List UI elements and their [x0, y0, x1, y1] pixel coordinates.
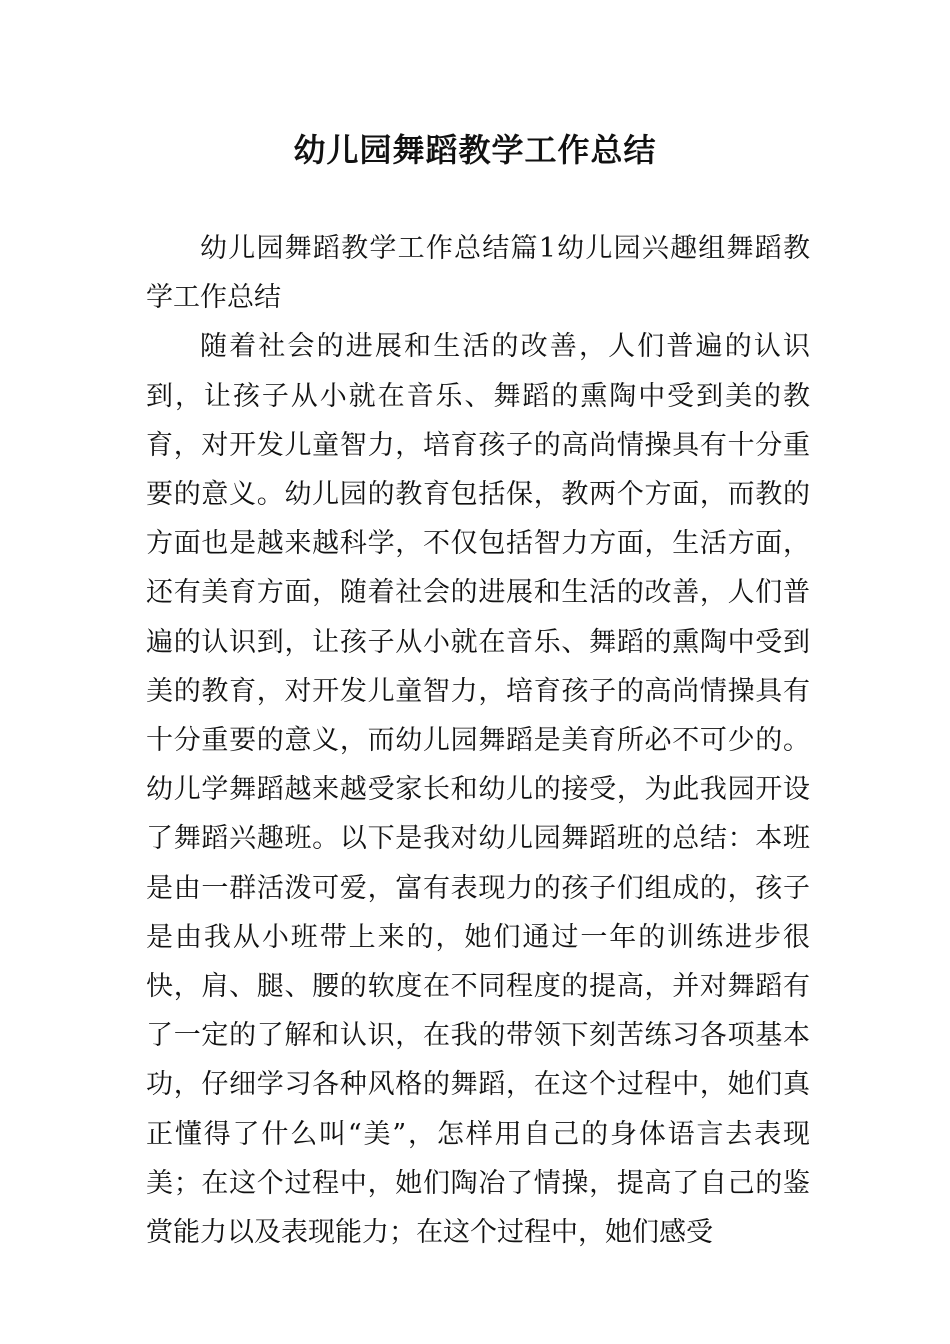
document-title: 幼儿园舞蹈教学工作总结	[293, 131, 657, 169]
document-body	[146, 224, 810, 1257]
paragraph-heading-line: 幼儿园舞蹈教学工作总结篇1幼儿园兴趣组舞蹈教学工作总结	[146, 233, 810, 314]
paragraph-main: 随着社会的进展和生活的改善，人们普遍的认识到，让孩子从小就在音乐、舞蹈的熏陶中受到美的教育，对开发儿童智力，培育孩子的高尚情操具有十分重要的意义。幼儿园的教育包括保，教两个方面，而教的方面也是越来越科学，不仅包括智力方面，生活方面，还有美育方面，随着社会的进展和生活的改善，人们普遍的认识到，让孩子从小就在音乐、舞蹈的熏陶中受到美的教育，对开发儿童智力，培育孩子的高尚情操具有十分重要的意义，而幼儿园舞蹈是美育所必不可少的。幼儿学舞蹈越来越受家长和幼儿的接受，为此我园开设了舞蹈兴趣班。以下是我对幼儿园舞蹈班的总结：本班是由一群活泼可爱，富有表现力的孩子们组成的，孩子是由我从小班带上来的，她们通过一年的训练进步很快，肩、腿、腰的软度在不同程度的提高，并对舞蹈有了一定的了解和认识，在我的带领下刻苦练习各项基本功，仔细学习各种风格的舞蹈，在这个过程中，她们真正懂得了什么叫“美”，怎样用自己的身体语言去表现美；在这个过程中，她们陶冶了情操，提高了自己的鉴赏能力以及表现能力；在这个过程中，她们感受	[146, 331, 810, 1249]
